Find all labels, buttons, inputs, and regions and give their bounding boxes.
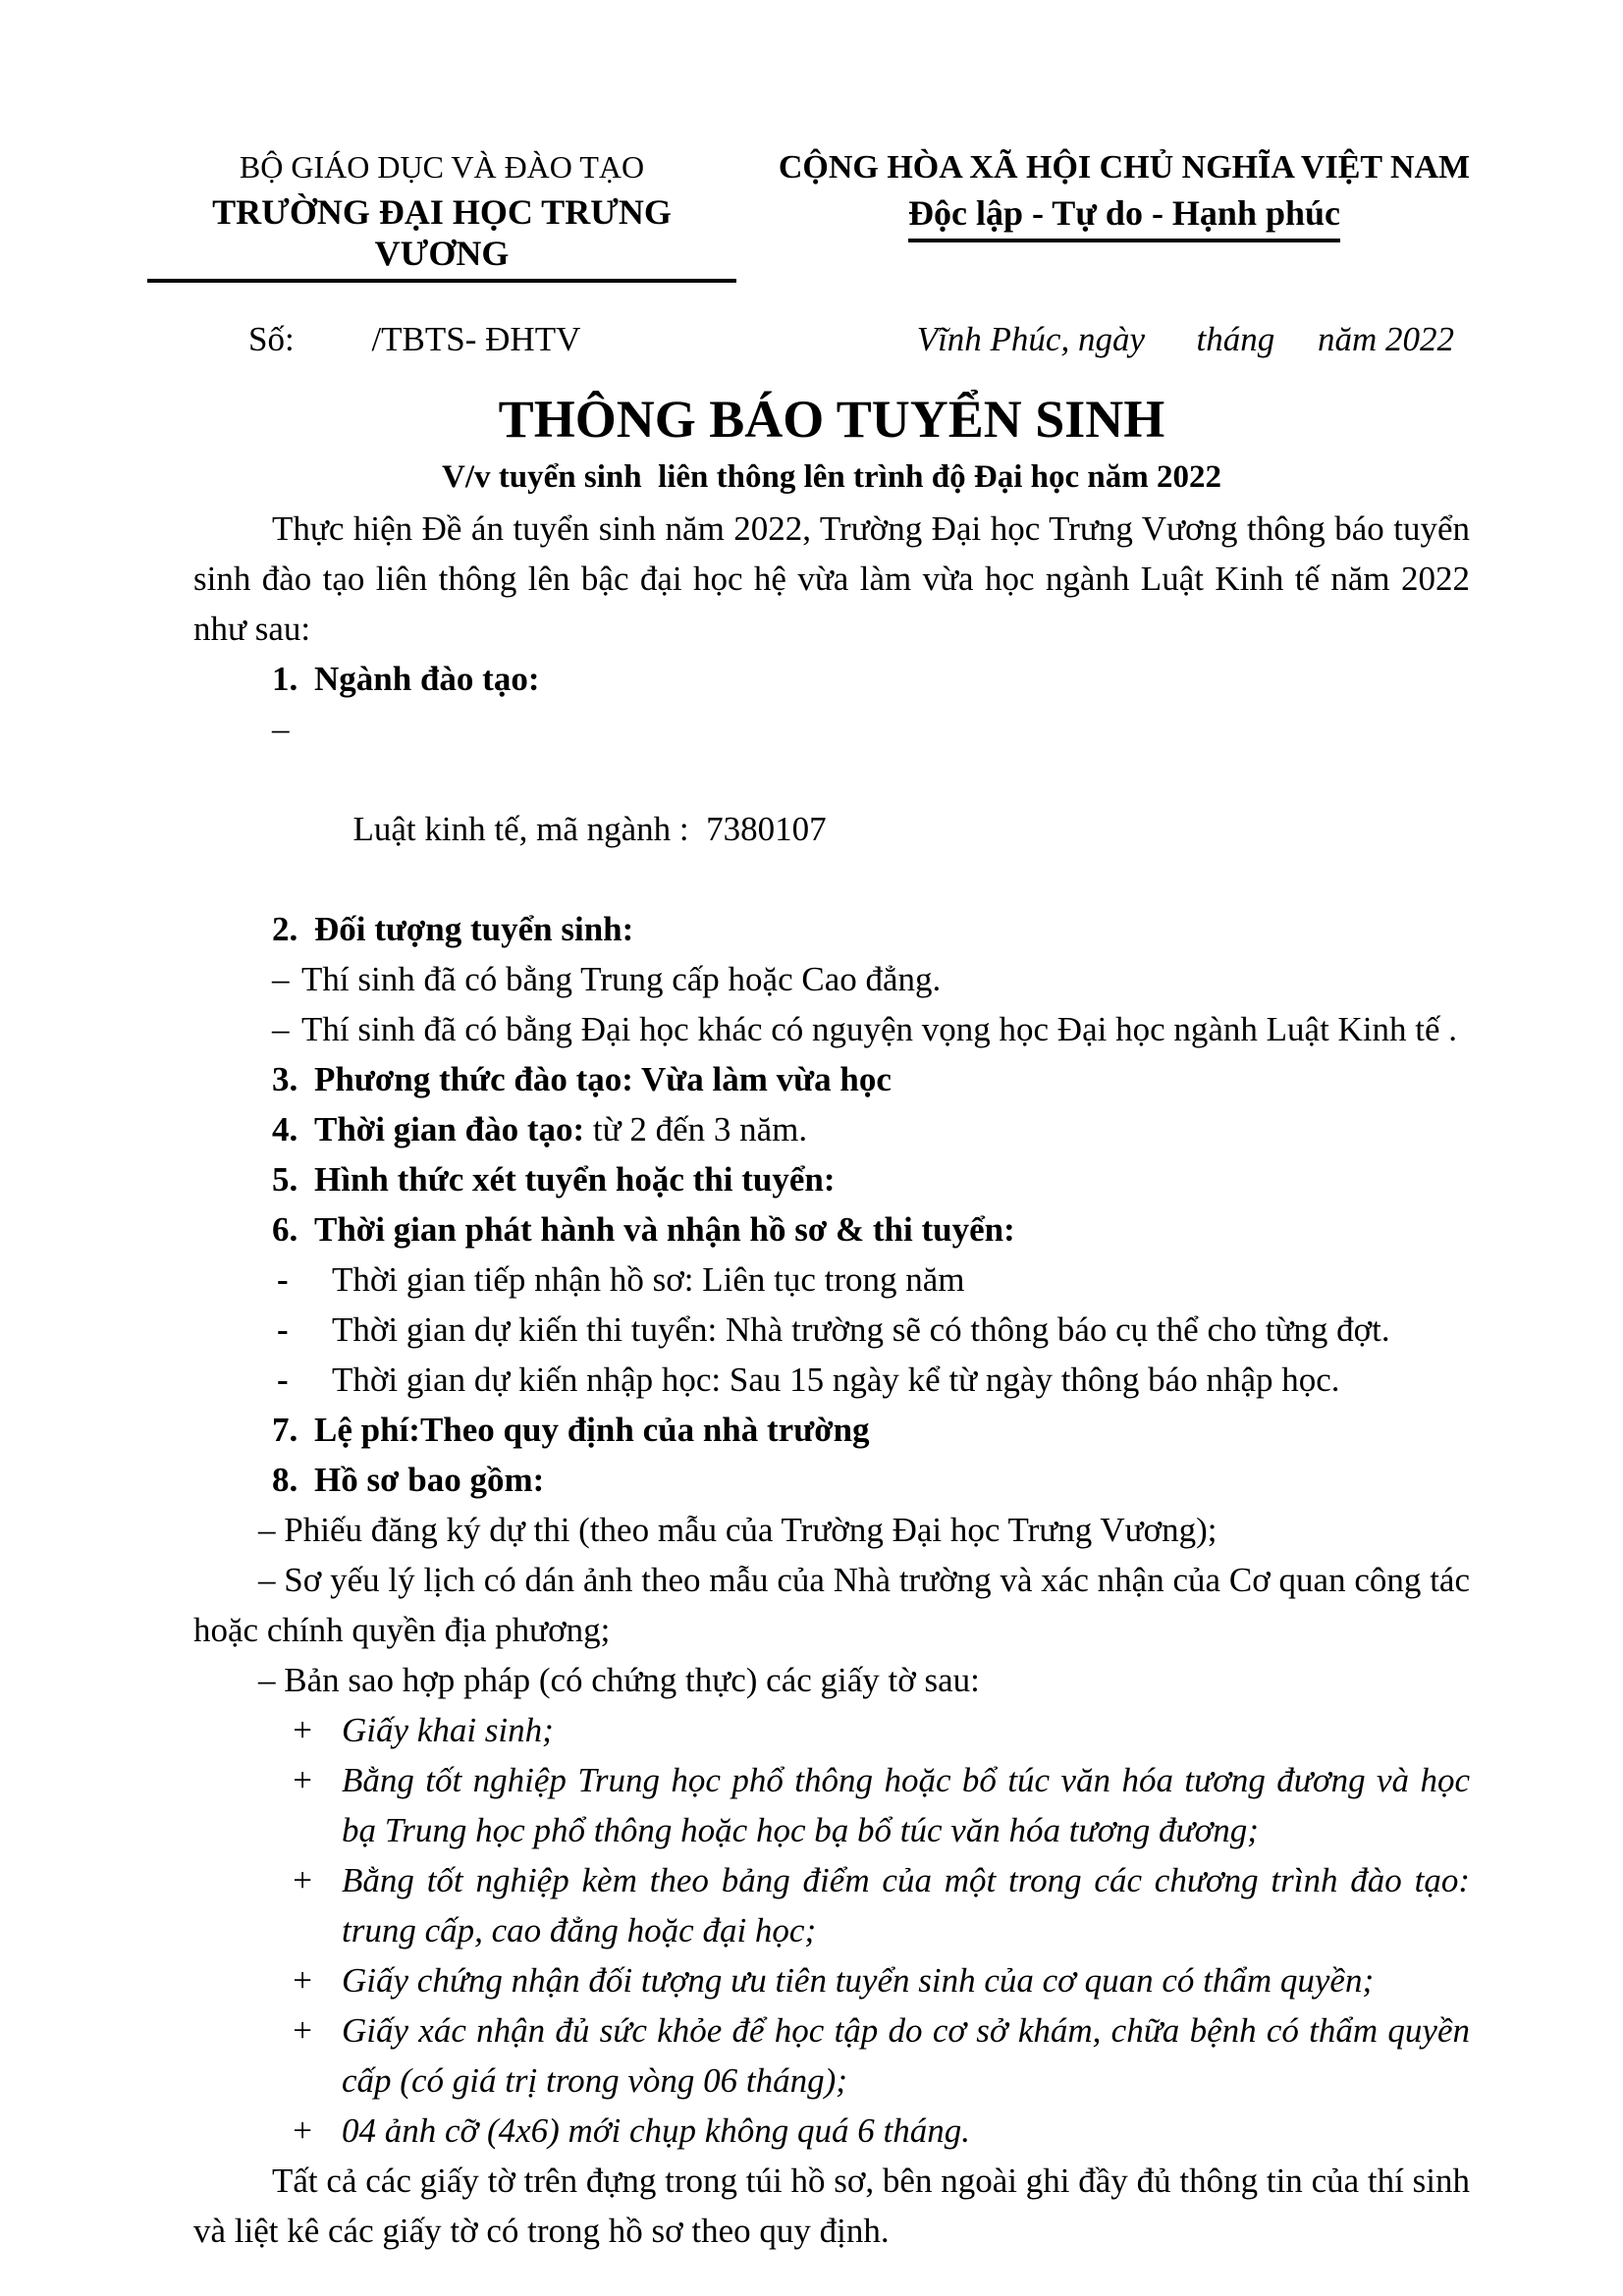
section-6-heading: 6. Thời gian phát hành và nhận hồ sơ & thi tuyển: [193,1204,1470,1255]
plus-marker: + [291,1861,314,1899]
document-header [147,0,1476,283]
list-item: – Luật kinh tế, mã ngành : 7380107 [193,704,1470,904]
document-list-item: + Giấy xác nhận đủ sức khỏe để học tập do cơ sở khám, chữa bệnh có thẩm quyền cấp (có giá trị trong vòng 06 tháng); [193,2005,1470,2106]
plus-marker: + [291,1761,314,1799]
section-3-number: 3. [272,1060,298,1098]
header-right-column [773,149,1476,283]
page-subtitle: V/v tuyển sinh liên thông lên trình độ Đại học năm 2022 [442,459,1221,495]
hyphen-marker: - [277,1361,289,1399]
intro-paragraph: Thực hiện Đề án tuyển sinh năm 2022, Trường Đại học Trưng Vương thông báo tuyển sinh đào tạo liên thông lên bậc đại học hệ vừa làm vừa học ngành Luật Kinh tế năm 2022 như sau: [193,509,1470,648]
document-list-item: + Bằng tốt nghiệp Trung học phổ thông hoặc bổ túc văn hóa tương đương và học bạ Trung học phổ thông hoặc học bạ bổ túc văn hóa tương đương; [193,1755,1470,1855]
national-motto-line1: CỘNG HÒA XÃ HỘI CHỦ NGHĨA VIỆT NAM [778,149,1471,186]
header-left-column [147,149,736,283]
hyphen-marker: - [277,1310,289,1349]
dossier-paragraph: – Sơ yếu lý lịch có dán ảnh theo mẫu của Nhà trường và xác nhận của Cơ quan công tác hoặc chính quyền địa phương; [193,1561,1470,1649]
dash-marker: – [272,960,290,998]
page-title: THÔNG BÁO TUYỂN SINH [498,390,1165,449]
national-motto-line2 [773,192,1476,242]
national-motto-underlined: Độc lập - Tự do - Hạnh phúc [908,192,1340,242]
document-list-item: + Giấy khai sinh; [193,1705,1470,1755]
list-item: - Thời gian dự kiến thi tuyển: Nhà trường sẽ có thông báo cụ thể cho từng đợt. [193,1305,1470,1355]
section-7-heading: 7. Lệ phí:Theo quy định của nhà trường [193,1405,1470,1455]
document-body [193,504,1470,2256]
ministry-name: BỘ GIÁO DỤC VÀ ĐÀO TẠO [239,149,645,185]
section-4-heading: 4. Thời gian đào tạo: từ 2 đến 3 năm. [193,1104,1470,1154]
list-item: - Thời gian dự kiến nhập học: Sau 15 ngày kể từ ngày thông báo nhập học. [193,1355,1470,1405]
hyphen-marker: - [277,1260,289,1299]
section-8-number: 8. [272,1461,298,1499]
section-5-heading: 5. Hình thức xét tuyển hoặc thi tuyển: [193,1154,1470,1204]
list-item: – Thí sinh đã có bằng Đại học khác có nguyện vọng học Đại học ngành Luật Kinh tế . [193,1004,1470,1054]
place-date-line: Vĩnh Phúc, ngày tháng năm 2022 [916,320,1454,358]
closing-paragraph: Tất cả các giấy tờ trên đựng trong túi hồ sơ, bên ngoài ghi đầy đủ thông tin của thí sinh và liệt kê các giấy tờ có trong hồ sơ theo quy định. [193,2162,1470,2250]
plus-marker: + [291,1961,314,2000]
section-5-number: 5. [272,1160,298,1199]
list-item: – Thí sinh đã có bằng Trung cấp hoặc Cao đẳng. [193,954,1470,1004]
section-1-heading: 1. Ngành đào tạo: [193,654,1470,704]
section-2-heading: 2. Đối tượng tuyển sinh: [193,904,1470,954]
plus-marker: + [291,1711,314,1749]
dossier-paragraph: – Bản sao hợp pháp (có chứng thực) các giấy tờ sau: [258,1661,980,1699]
section-7-number: 7. [272,1411,298,1449]
section-2-number: 2. [272,910,298,948]
section-6-number: 6. [272,1210,298,1249]
reference-row [147,320,1476,359]
plus-marker: + [291,2011,314,2050]
section-8-heading: 8. Hồ sơ bao gồm: [193,1455,1470,1505]
dash-marker: – [272,710,290,748]
section-3-heading: 3. Phương thức đào tạo: Vừa làm vừa học [193,1054,1470,1104]
university-name-underlined: TRƯỜNG ĐẠI HỌC TRƯNG VƯƠNG [147,191,736,283]
section-4-number: 4. [272,1110,298,1148]
plus-marker: + [291,2111,314,2150]
dossier-paragraph: – Phiếu đăng ký dự thi (theo mẫu của Trường Đại học Trưng Vương); [258,1511,1217,1549]
university-name [147,191,736,283]
dash-marker: – [272,1010,290,1048]
list-item: - Thời gian tiếp nhận hồ sơ: Liên tục trong năm [193,1255,1470,1305]
document-list-item: + 04 ảnh cỡ (4x6) mới chụp không quá 6 tháng. [193,2106,1470,2156]
document-list-item: + Giấy chứng nhận đối tượng ưu tiên tuyển sinh của cơ quan có thẩm quyền; [193,1955,1470,2005]
document-number: Số: /TBTS- ĐHTV [248,320,581,358]
document-list-item: + Bằng tốt nghiệp kèm theo bảng điểm của một trong các chương trình đào tạo: trung cấp, cao đẳng hoặc đại học; [193,1855,1470,1955]
section-1-number: 1. [272,660,298,698]
